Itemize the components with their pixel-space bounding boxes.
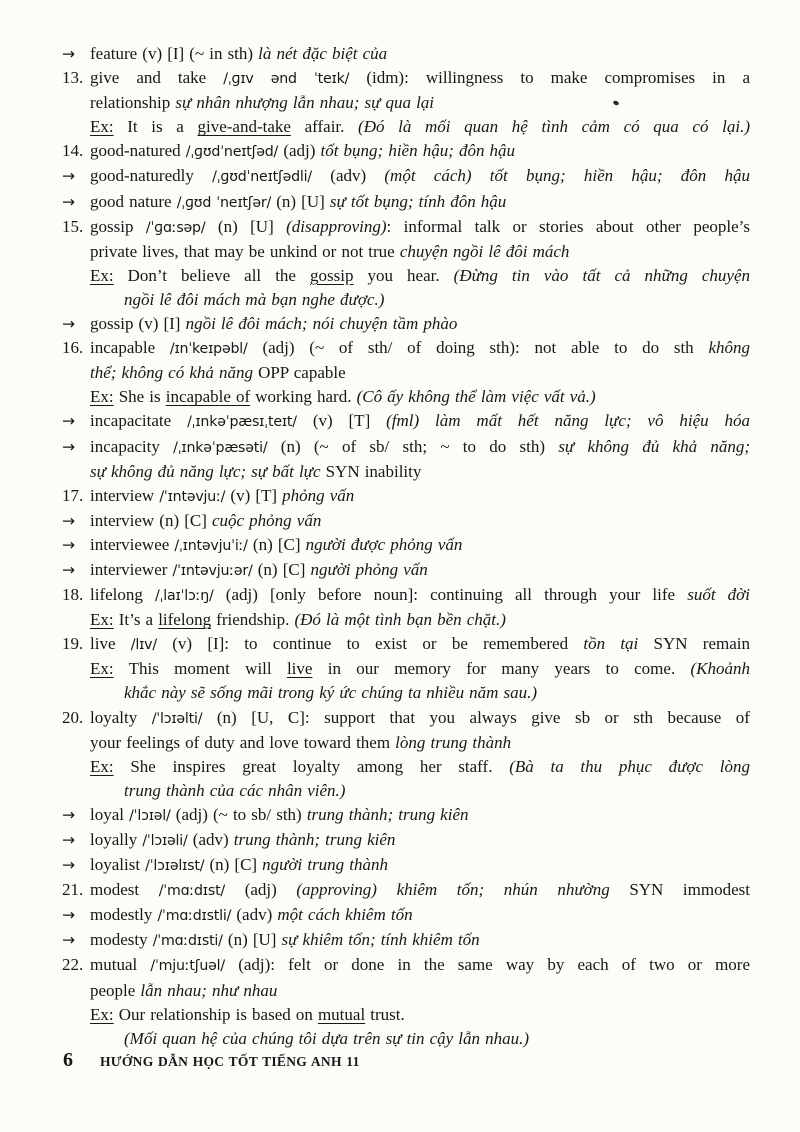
vietnamese-italic-segment: (disapproving) <box>286 216 387 236</box>
derivative-arrow-marker: → <box>62 315 75 334</box>
vietnamese-italic-segment: sự nhân nhượng lẫn nhau; sự qua lại <box>175 93 435 113</box>
text-segment: relationship <box>90 93 176 113</box>
entry-number: 15. <box>62 216 84 236</box>
entry-line <box>90 435 750 460</box>
dictionary-entry <box>62 66 750 139</box>
phonetic-transcription: /ˈmjuːtʃuəl/ <box>150 958 239 975</box>
text-segment: good nature <box>90 191 177 211</box>
derivative-arrow-marker: → <box>62 805 75 824</box>
entry-number: 17. <box>62 485 84 505</box>
page-footer <box>63 1048 360 1074</box>
vietnamese-italic-segment: ngồi lê đôi mách; nói chuyện tầm phào <box>185 314 458 334</box>
text-segment: interview <box>90 485 160 505</box>
underlined-segment: Ex: <box>90 117 114 137</box>
phonetic-transcription: /ˈlɔɪəli/ <box>142 833 193 849</box>
text-segment: give and take <box>90 68 224 88</box>
derivative-arrow-marker: → <box>62 831 75 849</box>
text-segment: private lives, that may be unkind or not true <box>90 241 400 261</box>
entry-number: 21. <box>62 880 84 900</box>
underlined-segment: lifelong <box>158 610 212 630</box>
text-segment: good-naturedly <box>90 166 213 186</box>
text-segment: lifelong <box>90 585 156 605</box>
entry-line <box>90 139 750 164</box>
phonetic-transcription: /lɪv/ <box>130 637 173 654</box>
text-segment: (n) [U] <box>227 930 282 950</box>
derivative-arrow-marker: → <box>62 412 75 431</box>
text-segment: loyalty <box>90 707 152 727</box>
entry-line <box>124 681 750 705</box>
entry-line <box>90 91 750 115</box>
vietnamese-italic-segment: (Cô ấy không thể làm việc vất vả.) <box>356 387 596 407</box>
vietnamese-italic-segment: lòng trung thành <box>395 732 512 752</box>
vietnamese-italic-segment: (Mối quan hệ của chúng tôi dựa trên sự tin cậy lẫn nhau.) <box>124 1028 530 1048</box>
underlined-segment: Ex: <box>90 387 114 407</box>
entry-line <box>90 240 750 264</box>
text-segment: It is a <box>113 117 198 137</box>
entry-line <box>124 288 750 312</box>
phonetic-transcription: /ˈɡɑːsəp/ <box>145 219 218 236</box>
vietnamese-italic-segment: sự không đủ năng lực; sự bất lực <box>90 461 326 481</box>
phonetic-transcription: /ˈlɔɪəlɪst/ <box>145 858 210 875</box>
entry-line <box>90 803 750 828</box>
vietnamese-italic-segment: khắc này sẽ sống mãi trong ký ức chúng ta nhiều năm sau.) <box>124 683 538 703</box>
text-segment: incapacity <box>90 436 174 456</box>
entry-line <box>90 979 750 1003</box>
text-segment: in our memory for many years to come. <box>312 659 691 679</box>
text-segment: She is <box>113 387 166 407</box>
text-segment: gossip (v) [I] <box>90 314 186 334</box>
phonetic-transcription: /ˌɪnkəˈpæsɪˌteɪt/ <box>187 414 313 431</box>
text-segment: interviewer <box>90 559 173 579</box>
vietnamese-italic-segment: tốt bụng; hiền hậu; đôn hậu <box>320 141 516 161</box>
dictionary-entry <box>62 190 750 215</box>
vietnamese-italic-segment: là nét đặc biệt của <box>258 44 388 63</box>
derivative-arrow-marker: → <box>62 192 75 211</box>
entry-line <box>90 903 750 928</box>
entry-line <box>90 66 750 91</box>
dictionary-entry <box>62 928 750 953</box>
dictionary-entry <box>62 42 750 66</box>
dictionary-entry <box>62 828 750 853</box>
text-segment: Our relationship is based on <box>113 1004 318 1024</box>
text-segment: (adv) <box>192 830 234 849</box>
dictionary-entry <box>62 953 750 1050</box>
entry-line <box>90 164 750 189</box>
entry-number: 19. <box>62 634 84 654</box>
text-segment: (n) [C] <box>257 559 311 579</box>
entry-line <box>90 115 750 139</box>
vietnamese-italic-segment: một cách khiêm tốn <box>277 905 413 925</box>
vietnamese-italic-segment: ngồi lê đôi mách mà bạn nghe được.) <box>124 289 385 309</box>
text-segment: feature (v) [I] (~ in sth) <box>90 44 259 63</box>
dictionary-entry <box>62 164 750 189</box>
text-segment: (v) [I]: to continue to exist or be remembered <box>172 634 584 654</box>
entry-line <box>90 509 750 533</box>
entry-line <box>90 853 750 878</box>
text-segment: mutual <box>90 955 151 975</box>
entry-line <box>90 953 750 978</box>
text-segment: (adj) (~ of sth/ of doing sth): not able to do sth <box>262 338 709 358</box>
vietnamese-italic-segment: thể; không có khả năng <box>90 363 259 383</box>
phonetic-transcription: /ˌɪntəvjuˈiː/ <box>174 537 253 554</box>
book-title: HƯỚNG DẪN HỌC TỐT TIẾNG ANH 11 <box>100 1054 360 1069</box>
entry-line <box>90 484 750 509</box>
entry-line <box>90 1003 750 1027</box>
derivative-arrow-marker: → <box>62 437 75 456</box>
phonetic-transcription: /ˌɡʊdˈneɪtʃədli/ <box>212 169 331 186</box>
dictionary-entry <box>62 336 750 409</box>
text-segment: This moment will <box>113 659 287 679</box>
entry-line <box>90 608 750 632</box>
text-segment: (n) [U] <box>217 216 287 236</box>
text-segment: (v) [T] <box>230 485 283 505</box>
vietnamese-italic-segment: người trung thành <box>262 855 389 875</box>
entry-line <box>90 409 750 434</box>
underlined-segment: Ex: <box>90 1004 114 1024</box>
entry-line <box>90 632 750 657</box>
text-segment: (n) (~ of sb/ sth; ~ to do sth) <box>280 436 559 456</box>
entry-line <box>90 583 750 608</box>
entry-line <box>90 878 750 903</box>
text-segment: people <box>90 980 141 1000</box>
text-segment: (adj) <box>244 880 297 900</box>
underlined-segment: Ex: <box>90 756 114 776</box>
vietnamese-italic-segment: (Đừng tin vào tất cả những chuyện <box>453 265 750 285</box>
phonetic-transcription: /ˌɡʊdˈneɪtʃəd/ <box>185 144 284 161</box>
dictionary-entry <box>62 706 750 803</box>
text-segment: (n) [U, C]: support that you always give sb or sth because of <box>216 707 750 727</box>
text-segment: trust. <box>365 1004 405 1024</box>
phonetic-transcription: /ˌɡʊd ˈneɪtʃər/ <box>176 194 277 211</box>
text-segment: modestly <box>90 905 158 925</box>
phonetic-transcription: /ˌɪnkəˈpæsəti/ <box>173 439 281 456</box>
page-number: 6 <box>63 1049 73 1071</box>
entry-line <box>90 558 750 583</box>
text-segment: (adv) <box>236 905 278 925</box>
dictionary-entry <box>62 533 750 558</box>
vietnamese-italic-segment: phỏng vấn <box>282 485 355 505</box>
entry-line <box>90 264 750 288</box>
phonetic-transcription: /ˈlɔɪəlti/ <box>151 710 217 727</box>
entry-line <box>124 779 750 803</box>
vietnamese-italic-segment: sự khiêm tốn; tính khiêm tốn <box>281 930 480 950</box>
vietnamese-italic-segment: (Bà ta thu phục được lòng <box>509 756 751 776</box>
phonetic-transcription: /ˌɡɪv ənd ˈteɪk/ <box>223 71 367 88</box>
underlined-segment: incapable of <box>165 387 251 407</box>
text-segment: your feelings of duty and love toward them <box>90 732 396 752</box>
entry-number: 22. <box>62 955 84 975</box>
phonetic-transcription: /ˈmɑːdɪsti/ <box>152 933 228 950</box>
vietnamese-italic-segment: sự tốt bụng; tính đôn hậu <box>329 191 507 211</box>
text-segment: affair. <box>290 117 359 137</box>
text-segment: (v) [T] <box>312 411 387 431</box>
vietnamese-italic-segment: (Khoảnh <box>690 659 751 679</box>
dictionary-entry <box>62 484 750 509</box>
text-segment: you hear. <box>353 265 454 285</box>
vietnamese-italic-segment: cuộc phỏng vấn <box>211 510 322 530</box>
derivative-arrow-marker: → <box>62 511 75 530</box>
text-segment: interview (n) [C] <box>90 510 212 530</box>
vietnamese-italic-segment: lẫn nhau; như nhau <box>140 980 278 1000</box>
text-segment: gossip <box>90 216 146 236</box>
vietnamese-italic-segment: sự không đủ khả năng; <box>558 436 750 456</box>
dictionary-entry <box>62 509 750 533</box>
dictionary-entry <box>62 558 750 583</box>
text-segment: working hard. <box>250 387 357 407</box>
entry-line <box>90 828 750 853</box>
text-segment: (n) [U] <box>276 191 330 211</box>
entry-line <box>90 312 750 336</box>
entry-line <box>90 42 750 66</box>
entry-line <box>90 215 750 240</box>
entry-line <box>90 706 750 731</box>
derivative-arrow-marker: → <box>62 931 75 950</box>
vietnamese-italic-segment: tồn tại <box>583 634 654 654</box>
entry-number: 13. <box>62 68 84 88</box>
phonetic-transcription: /ˈmɑːdɪst/ <box>158 883 245 900</box>
dictionary-entry <box>62 139 750 164</box>
entry-line <box>90 928 750 953</box>
dictionary-entry <box>62 312 750 336</box>
entry-line <box>90 755 750 779</box>
entry-line <box>90 190 750 215</box>
dictionary-entry <box>62 215 750 312</box>
dictionary-entry <box>62 435 750 484</box>
text-segment: live <box>90 634 131 654</box>
text-segment: SYN inability <box>325 461 422 481</box>
text-segment: (idm): willingness to make compromises in a <box>366 68 750 88</box>
entry-number: 20. <box>62 707 84 727</box>
text-segment: loyally <box>90 830 143 849</box>
entry-line <box>90 533 750 558</box>
text-segment: loyalist <box>90 855 146 875</box>
dictionary-entry <box>62 878 750 903</box>
entry-line <box>90 460 750 484</box>
derivative-arrow-marker: → <box>62 906 75 925</box>
text-segment: (n) [C] <box>209 855 263 875</box>
text-segment: She inspires great loyalty among her staff. <box>113 756 510 776</box>
entry-line <box>90 657 750 681</box>
vietnamese-italic-segment: trung thành; trung kiên <box>233 830 396 849</box>
phonetic-transcription: /ˈɪntəvjuːər/ <box>172 562 258 579</box>
text-segment: incapable <box>90 338 170 358</box>
vietnamese-italic-segment: chuyện ngồi lê đôi mách <box>399 241 570 261</box>
text-segment: SYN remain <box>653 634 750 654</box>
text-segment: friendship. <box>211 610 295 630</box>
vietnamese-italic-segment: trung thành; trung kiên <box>306 804 469 824</box>
vietnamese-italic-segment: không <box>708 338 750 358</box>
text-segment: (adj) [only before noun]: continuing all through your life <box>225 585 688 605</box>
dictionary-entry <box>62 803 750 828</box>
vietnamese-italic-segment: người được phỏng vấn <box>305 534 463 554</box>
text-segment: (n) [C] <box>252 534 306 554</box>
text-segment: (adj): felt or done in the same way by each of two or more <box>238 955 750 975</box>
vietnamese-italic-segment: trung thành của các nhân viên.) <box>124 780 346 800</box>
dictionary-entry <box>62 409 750 434</box>
entry-line <box>90 385 750 409</box>
phonetic-transcription: /ˌlaɪˈlɔːŋ/ <box>155 588 226 605</box>
entry-number: 18. <box>62 585 84 605</box>
dictionary-entry <box>62 853 750 878</box>
entry-number: 14. <box>62 141 84 161</box>
underlined-segment: give-and-take <box>197 117 291 137</box>
entry-line <box>90 731 750 755</box>
phonetic-transcription: /ˈmɑːdɪstli/ <box>157 908 237 925</box>
vocabulary-entry-list <box>62 42 750 1051</box>
derivative-arrow-marker: → <box>62 167 75 186</box>
underlined-segment: Ex: <box>90 265 114 285</box>
derivative-arrow-marker: → <box>62 856 75 875</box>
text-segment: : informal talk or stories about other people’s <box>386 216 750 236</box>
vietnamese-italic-segment: (approving) khiêm tốn; nhún nhường <box>296 880 630 900</box>
text-segment: (adj) <box>283 141 321 161</box>
derivative-arrow-marker: → <box>62 560 75 579</box>
dictionary-entry <box>62 632 750 705</box>
vietnamese-italic-segment: (Đó là mối quan hệ tình cảm có qua có lại.) <box>358 117 750 137</box>
underlined-segment: Ex: <box>90 659 114 679</box>
entry-number: 16. <box>62 338 84 358</box>
underlined-segment: live <box>286 659 313 679</box>
text-segment: (adj) (~ to sb/ sth) <box>175 804 307 824</box>
derivative-arrow-marker: → <box>62 535 75 554</box>
text-segment: It’s a <box>113 610 159 630</box>
text-segment: Don’t believe all the <box>113 265 310 285</box>
entry-line <box>90 361 750 385</box>
underlined-segment: Ex: <box>90 610 114 630</box>
derivative-arrow-marker: → <box>62 45 75 63</box>
text-segment: (adv) <box>330 166 385 186</box>
text-segment: interviewee <box>90 534 175 554</box>
underlined-segment: mutual <box>317 1004 366 1024</box>
underlined-segment: gossip <box>310 265 354 285</box>
dictionary-entry <box>62 583 750 632</box>
dictionary-entry <box>62 903 750 928</box>
text-segment: modesty <box>90 930 153 950</box>
vietnamese-italic-segment: (Đó là một tình bạn bền chặt.) <box>294 610 506 630</box>
text-segment: OPP capable <box>258 363 346 383</box>
vietnamese-italic-segment: suốt đời <box>687 585 750 605</box>
vietnamese-italic-segment: (fml) làm mất hết năng lực; vô hiệu hóa <box>386 411 750 431</box>
phonetic-transcription: /ˈɪntəvjuː/ <box>159 488 231 505</box>
text-segment: modest <box>90 880 159 900</box>
phonetic-transcription: /ɪnˈkeɪpəbl/ <box>169 341 263 358</box>
entry-line <box>90 336 750 361</box>
text-segment: good-natured <box>90 141 186 161</box>
text-segment: SYN immodest <box>629 880 750 900</box>
text-segment: loyal <box>90 804 130 824</box>
vietnamese-italic-segment: người phỏng vấn <box>310 559 428 579</box>
text-segment: incapacitate <box>90 411 188 431</box>
phonetic-transcription: /ˈlɔɪəl/ <box>129 807 176 824</box>
vietnamese-italic-segment: (một cách) tốt bụng; hiền hậu; đôn hậu <box>384 166 750 186</box>
